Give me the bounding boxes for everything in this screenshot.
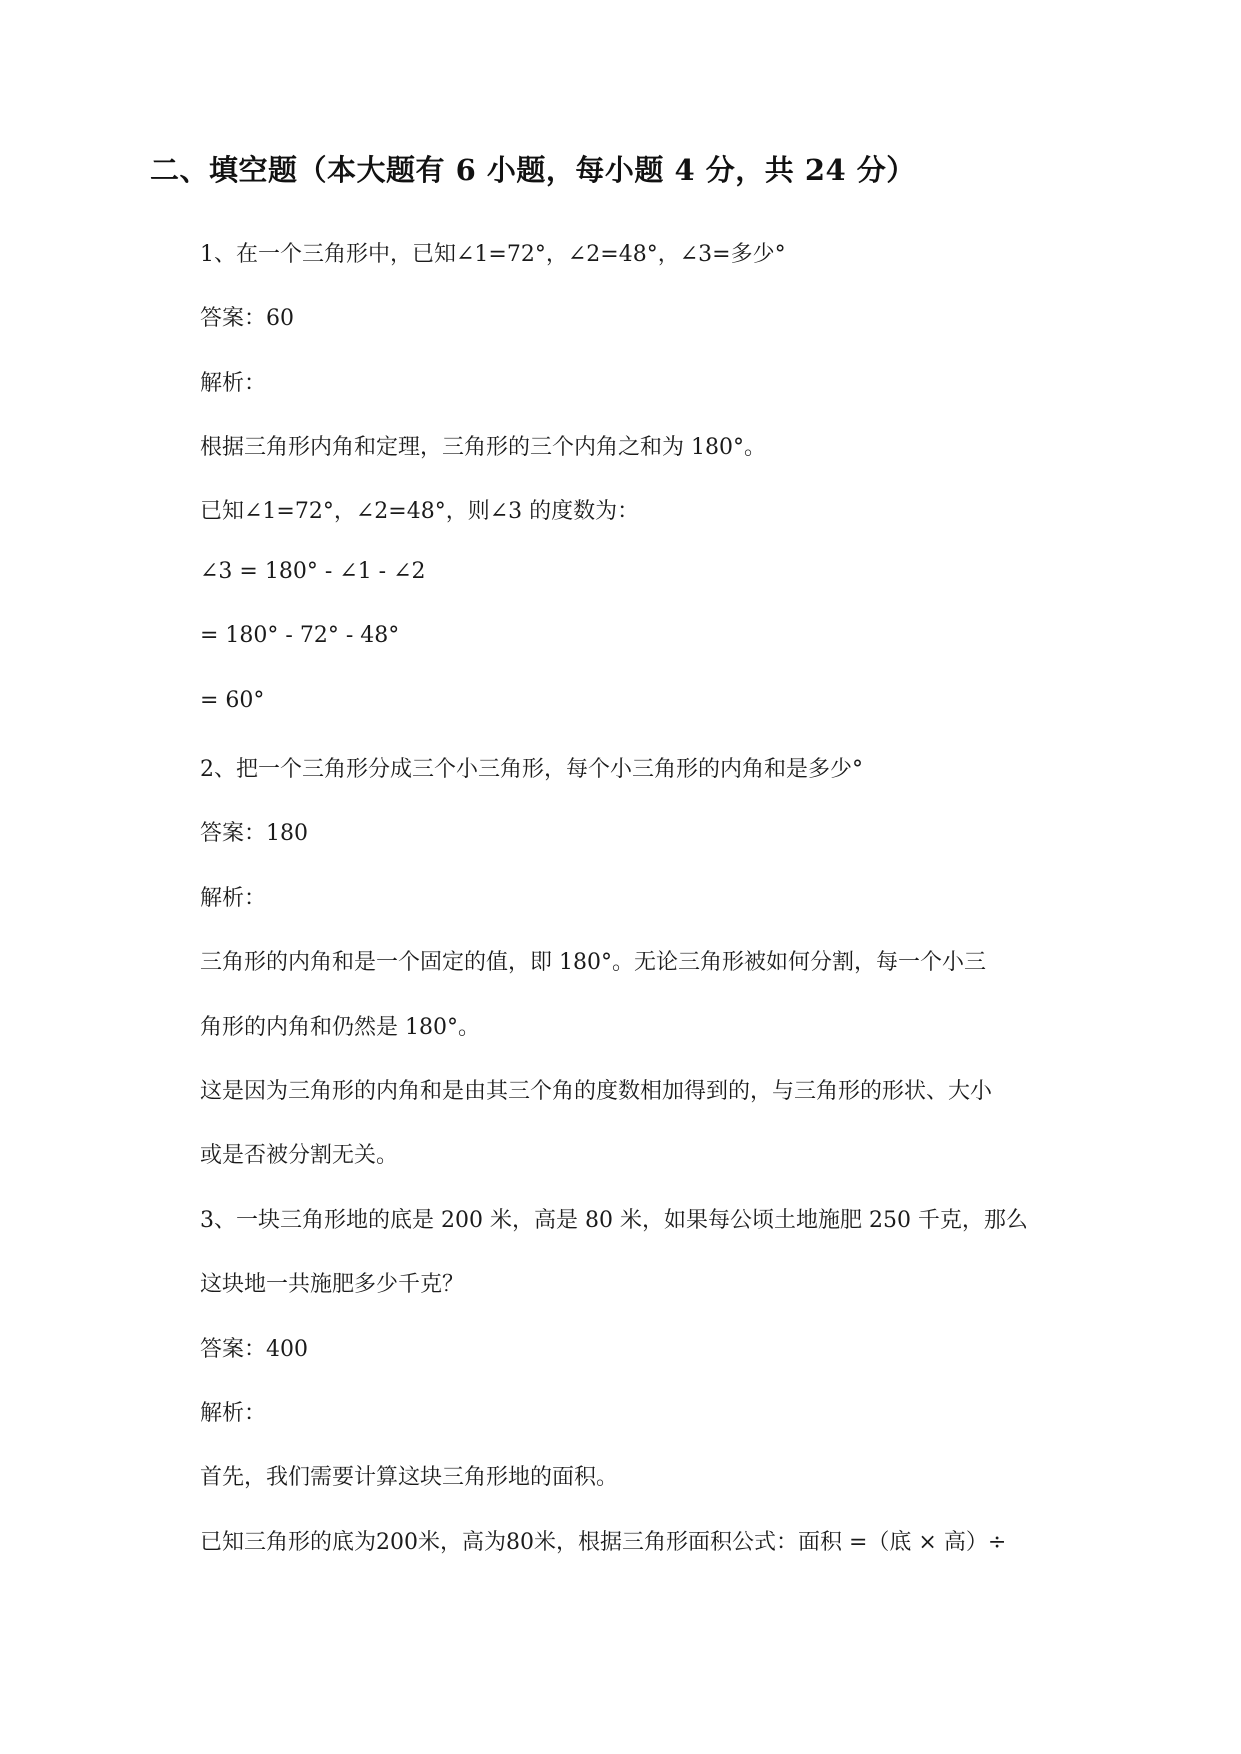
q2-answer: 答案：180: [200, 821, 308, 846]
q3-question-line: 这块地一共施肥多少千克？: [200, 1272, 465, 1297]
q1-explanation-line: 根据三角形内角和定理，三角形的三个内角之和为 180°。: [200, 435, 766, 460]
q1-explanation-line: = 60°: [200, 688, 265, 713]
q1-explanation-line: 已知∠1=72°，∠2=48°，则∠3 的度数为：: [200, 499, 640, 524]
q2-explanation-line: 或是否被分割无关。: [200, 1143, 399, 1168]
q1-analysis-label: 解析：: [200, 371, 267, 396]
q1-answer: 答案：60: [200, 306, 294, 331]
q1-explanation-line: ∠3 = 180° - ∠1 - ∠2: [200, 559, 426, 584]
q2-question: 2、把一个三角形分成三个小三角形，每个小三角形的内角和是多少°: [200, 757, 863, 782]
q3-explanation-line: 首先，我们需要计算这块三角形地的面积。: [200, 1465, 619, 1490]
q3-analysis-label: 解析：: [200, 1401, 267, 1426]
q3-question-line: 3、一块三角形地的底是 200 米，高是 80 米，如果每公顷土地施肥 250 千克，那么: [200, 1208, 1028, 1233]
section-title: 二、填空题（本大题有 6 小题，每小题 4 分，共 24 分）: [150, 153, 916, 187]
q3-explanation-line: 已知三角形的底为200米，高为80米，根据三角形面积公式：面积 =（底 × 高）÷: [200, 1530, 1007, 1555]
q3-answer: 答案：400: [200, 1337, 308, 1362]
q2-explanation-line: 三角形的内角和是一个固定的值，即 180°。无论三角形被如何分割，每一个小三: [200, 950, 986, 975]
q2-analysis-label: 解析：: [200, 886, 267, 911]
q1-explanation-line: = 180° - 72° - 48°: [200, 623, 400, 648]
q1-question: 1、在一个三角形中，已知∠1=72°，∠2=48°，∠3=多少°: [200, 242, 786, 267]
q2-explanation-line: 角形的内角和仍然是 180°。: [200, 1015, 480, 1040]
q2-explanation-line: 这是因为三角形的内角和是由其三个角的度数相加得到的，与三角形的形状、大小: [200, 1079, 993, 1104]
